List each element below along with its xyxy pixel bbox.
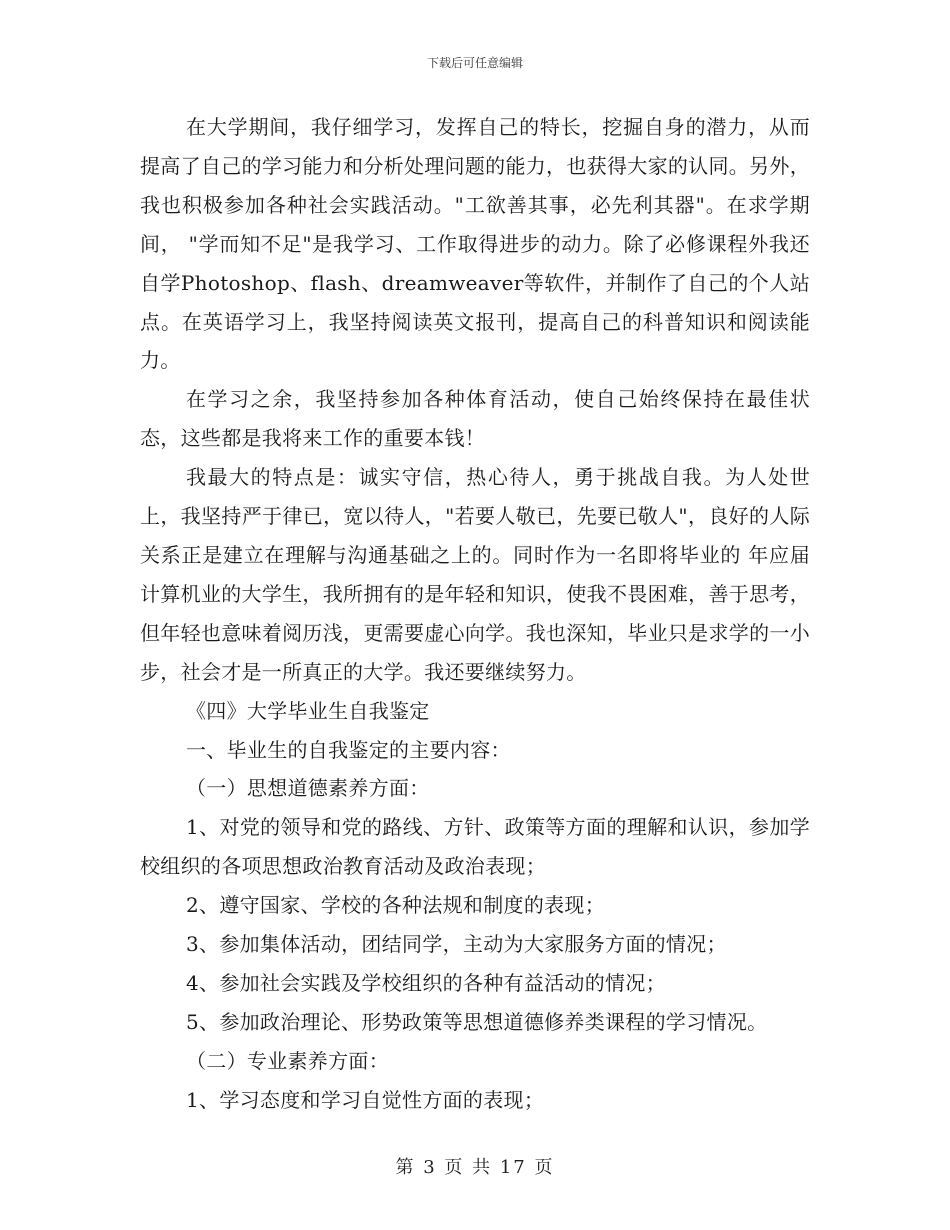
list-item-5: 5、参加政治理论、形势政策等思想道德修养类课程的学习情况。	[186, 1009, 768, 1034]
paragraph-character: 我最大的特点是：诚实守信，热心待人，勇于挑战自我。为人处世上，我坚持严于律已，宽以待人，"若要人敬已，先要已敬人"，良好的人际关系正是建立在理解与沟通基础之上的。同时作为一名即将毕业的 年应届计算机业的大学生，我所拥有的是年轻和知识，使我不畏困难，善于思考，但年轻也意味着阅历浅，更需要虚心向学。我也深知，毕业只是求学的一小步，社会才是一所真正的大学。我还要继续努力。	[140, 465, 810, 684]
category-heading-professional: （二）专业素养方面：	[186, 1048, 389, 1073]
page-footer: 第 3 页 共 17 页	[395, 1157, 555, 1178]
document-body	[140, 108, 810, 1120]
subsection-heading: 一、毕业生的自我鉴定的主要内容：	[186, 737, 511, 762]
list-item-professional-1: 1、学习态度和学习自觉性方面的表现；	[186, 1087, 545, 1112]
paragraph-sports: 在学习之余，我坚持参加各种体育活动，使自己始终保持在最佳状态，这些都是我将来工作的重要本钱！	[140, 387, 810, 451]
category-heading-moral: （一）思想道德素养方面：	[186, 776, 430, 801]
list-item-4: 4、参加社会实践及学校组织的各种有益活动的情况；	[186, 970, 666, 995]
list-item-3: 3、参加集体活动，团结同学，主动为大家服务方面的情况；	[186, 932, 727, 957]
section-heading: 《四》大学毕业生自我鉴定	[186, 698, 430, 723]
list-item-2: 2、遵守国家、学校的各种法规和制度的表现；	[186, 893, 606, 918]
list-item-1: 1、对党的领导和党的路线、方针、政策等方面的理解和认识，参加学校组织的各项思想政治教育活动及政治表现；	[140, 815, 810, 879]
paragraph-study: 在大学期间，我仔细学习，发挥自己的特长，挖掘自身的潜力，从而提高了自己的学习能力和分析处理问题的能力，也获得大家的认同。另外，我也积极参加各种社会实践活动。"工欲善其事，必先利其器"。在求学期间， "学而知不足"是我学习、工作取得进步的动力。除了必修课程外我还自学Photoshop、flash、dreamweaver等软件，并制作了自己的个人站点。在英语学习上，我坚持阅读英文报刊，提高自己的科普知识和阅读能力。	[140, 115, 810, 373]
page-header: 下载后可任意编辑	[426, 56, 523, 70]
